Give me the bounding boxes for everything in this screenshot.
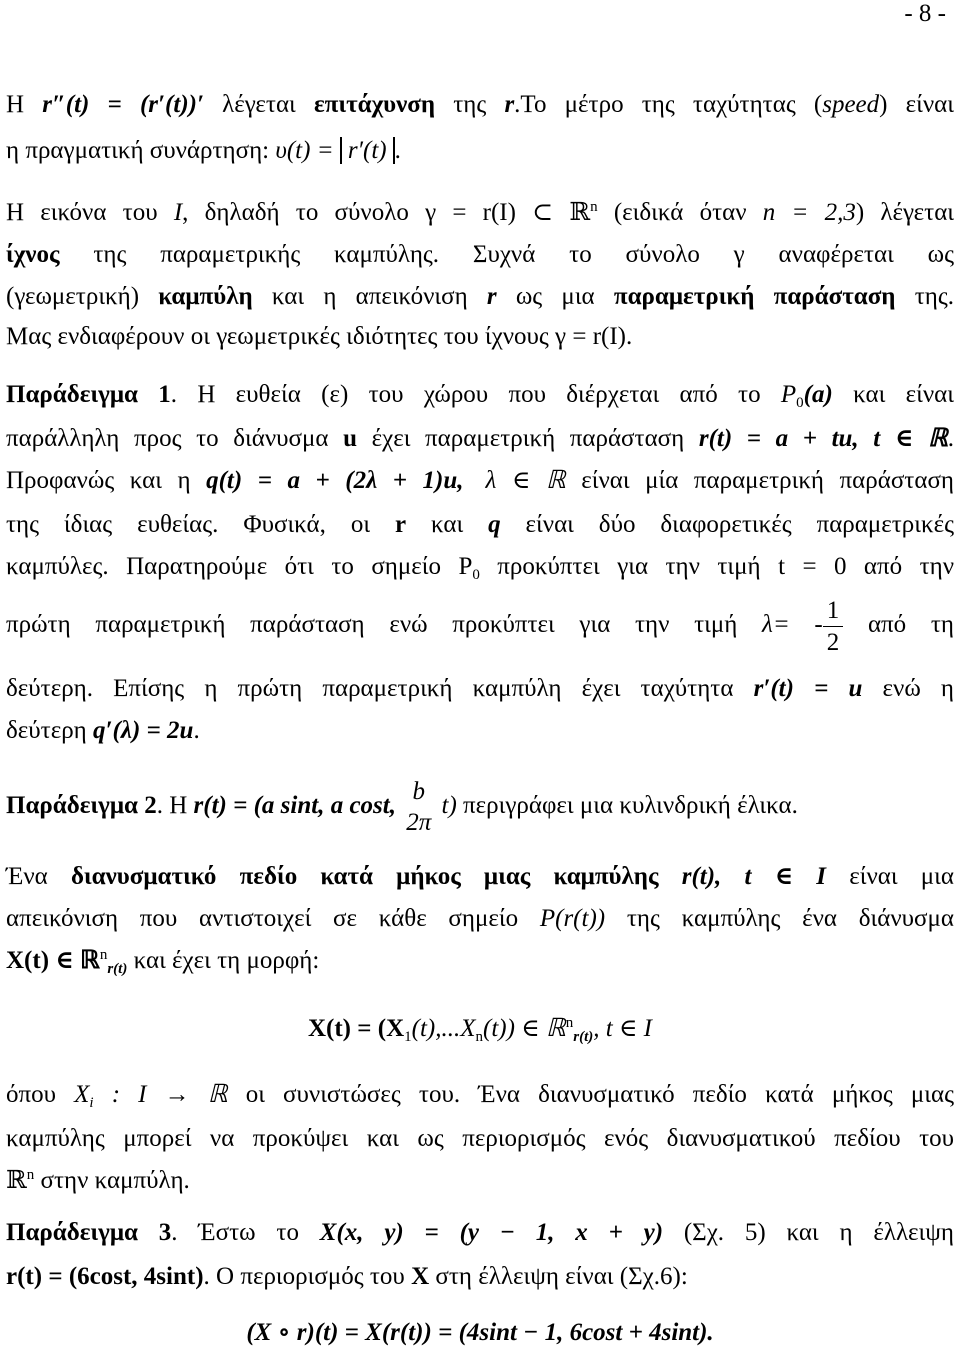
term-trace: ίχνος [6, 241, 60, 268]
vector-field-line-5: όπου $X_i$ : I → ℝ οι συνιστώσες του. Ένα διανυσματικό πεδίο κατά μήκος μιας [6, 1081, 954, 1111]
vector-field-line-2: απεικόνιση που αντιστοιχεί σε κάθε σημείο P(r(t)) της καμπύλης ένα διάνυσμα [6, 905, 954, 932]
fraction-b-over-2pi: b 2π [406, 778, 432, 837]
term-vector-field: διανυσματικό πεδίο κατά μήκος μιας καμπύλης [70, 863, 659, 890]
example2-line: Παράδειγμα 2. Η r(t) = (a sint, a cost, b 2π t) περιγράφει μια κυλινδρική έλικα. [6, 778, 798, 837]
example1-line-8: δεύτερη q′(λ) = 2u. [6, 717, 200, 744]
norm-bars: r′(t) [340, 137, 395, 164]
vector-field-line-1: Ένα διανυσματικό πεδίο κατά μήκος μιας καμπύλης r(t), t ∈ I είναι μια [6, 863, 954, 890]
speed-formula: υ(t) = [275, 137, 340, 164]
term-parametric-representation: παραμετρική παράσταση [613, 283, 896, 310]
acceleration-line-1: Η r″(t) = (r′(t))′ λέγεται επιτάχυνση της r.Το μέτρο της ταχύτητας (speed) είναι [6, 91, 954, 118]
ellipse-formula: r(t) = (6cost, 4sint) [6, 1263, 204, 1290]
acceleration-line-2: η πραγματική συνάρτηση: υ(t) = r′(t) . [6, 137, 401, 164]
example1-line-5: καμπύλες. Παρατηρούμε ότι το σημείο $P_0$ προκύπτει για την τιμή t = 0 από την [6, 553, 955, 583]
trace-line-1: Η εικόνα του I, δηλαδή το σύνολο γ = r(I) ⊂ ℝ$^n$ (ειδικά όταν n = 2,3) λέγεται [6, 199, 955, 226]
example1-line-1: Παράδειγμα 1. Η ευθεία (ε) του χώρου που διέρχεται από το $P_0(a)$ και είναι [6, 381, 954, 411]
example3-line-2: r(t) = (6cost, 4sint). Ο περιορισμός του X στη έλλειψη είναι (Σχ.6): [6, 1263, 688, 1290]
example1-line-2: παράλληλη προς το διάνυσμα u έχει παραμετρική παράσταση r(t) = a + tu, t ∈ ℝ. [6, 425, 954, 452]
trace-line-2: ίχνος της παραμετρικής καμπύλης. Συχνά το σύνολο γ αναφέρεται ως [6, 241, 954, 268]
helix-formula-left: r(t) = (a sint, a cost, [193, 792, 403, 819]
vector-field-line-6: καμπύλης μπορεί να προκύψει και ως περιορισμός ενός διανυσματικού πεδίου του [6, 1125, 954, 1152]
page-number: - 8 - [904, 0, 946, 27]
term-curve: καμπύλη [158, 283, 253, 310]
trace-line-4: Μας ενδιαφέρουν οι γεωμετρικές ιδιότητες του ίχνους γ = r(I). [6, 323, 633, 350]
line-parametrization-q: q(t) = a + (2λ + 1)u, [206, 467, 464, 494]
trace-line-3: (γεωμετρική) καμπύλη και η απεικόνιση r ως μια παραμετρική παράσταση της. [6, 283, 954, 310]
vector-field-line-7: ℝ$^n$ στην καμπύλη. [6, 1167, 190, 1194]
line-parametrization: r(t) = a + tu, t ∈ ℝ [698, 425, 948, 452]
example2-label: Παράδειγμα 2 [6, 792, 157, 819]
example1-label: Παράδειγμα 1 [6, 381, 171, 408]
example1-line-3: Προφανώς και η q(t) = a + (2λ + 1)u, λ ∈ ℝ είναι μία παραμετρική παράσταση [6, 467, 954, 494]
example1-line-6: πρώτη παραμετρική παράσταση ενώ προκύπτει για την τιμή λ= - $\frac{1}{2}$ από τη [6, 597, 954, 656]
trace-formula-2: γ = r(I) [555, 323, 626, 350]
acceleration-formula: r″(t) = (r′(t))′ [42, 91, 204, 118]
example1-line-7: δεύτερη. Επίσης η πρώτη παραμετρική καμπύλη έχει ταχύτητα r′(t) = u ενώ η [6, 675, 954, 702]
vector-field-equation: $X(t) = (X_1(t),...X_n(t))$ ∈ ℝ$^n_{r(t)}$, t ∈ I [307, 1015, 653, 1045]
example1-line-4: της ίδιας ευθείας. Φυσικά, οι r και q είναι δύο διαφορετικές παραμετρικές [6, 511, 955, 538]
restriction-equation: (X ∘ r)(t) = X(r(t)) = (4sint − 1, 6cost + 4sint). [246, 1319, 714, 1346]
field-formula: X(x, y) = (y − 1, x + y) [319, 1219, 664, 1246]
example3-label: Παράδειγμα 3 [6, 1219, 172, 1246]
fraction-one-half: $\frac{1}{2}$ [823, 598, 844, 655]
example3-line-1: Παράδειγμα 3. Έστω το X(x, y) = (y − 1, x + y) (Σχ. 5) και η έλλειψη [6, 1219, 955, 1246]
term-acceleration: επιτάχυνση [313, 91, 436, 118]
trace-formula: γ = r(I) ⊂ ℝ [425, 199, 591, 226]
vector-field-line-3: X(t) ∈ ℝ$^n_{r(t)}$ και έχει τη μορφή: [6, 947, 320, 977]
